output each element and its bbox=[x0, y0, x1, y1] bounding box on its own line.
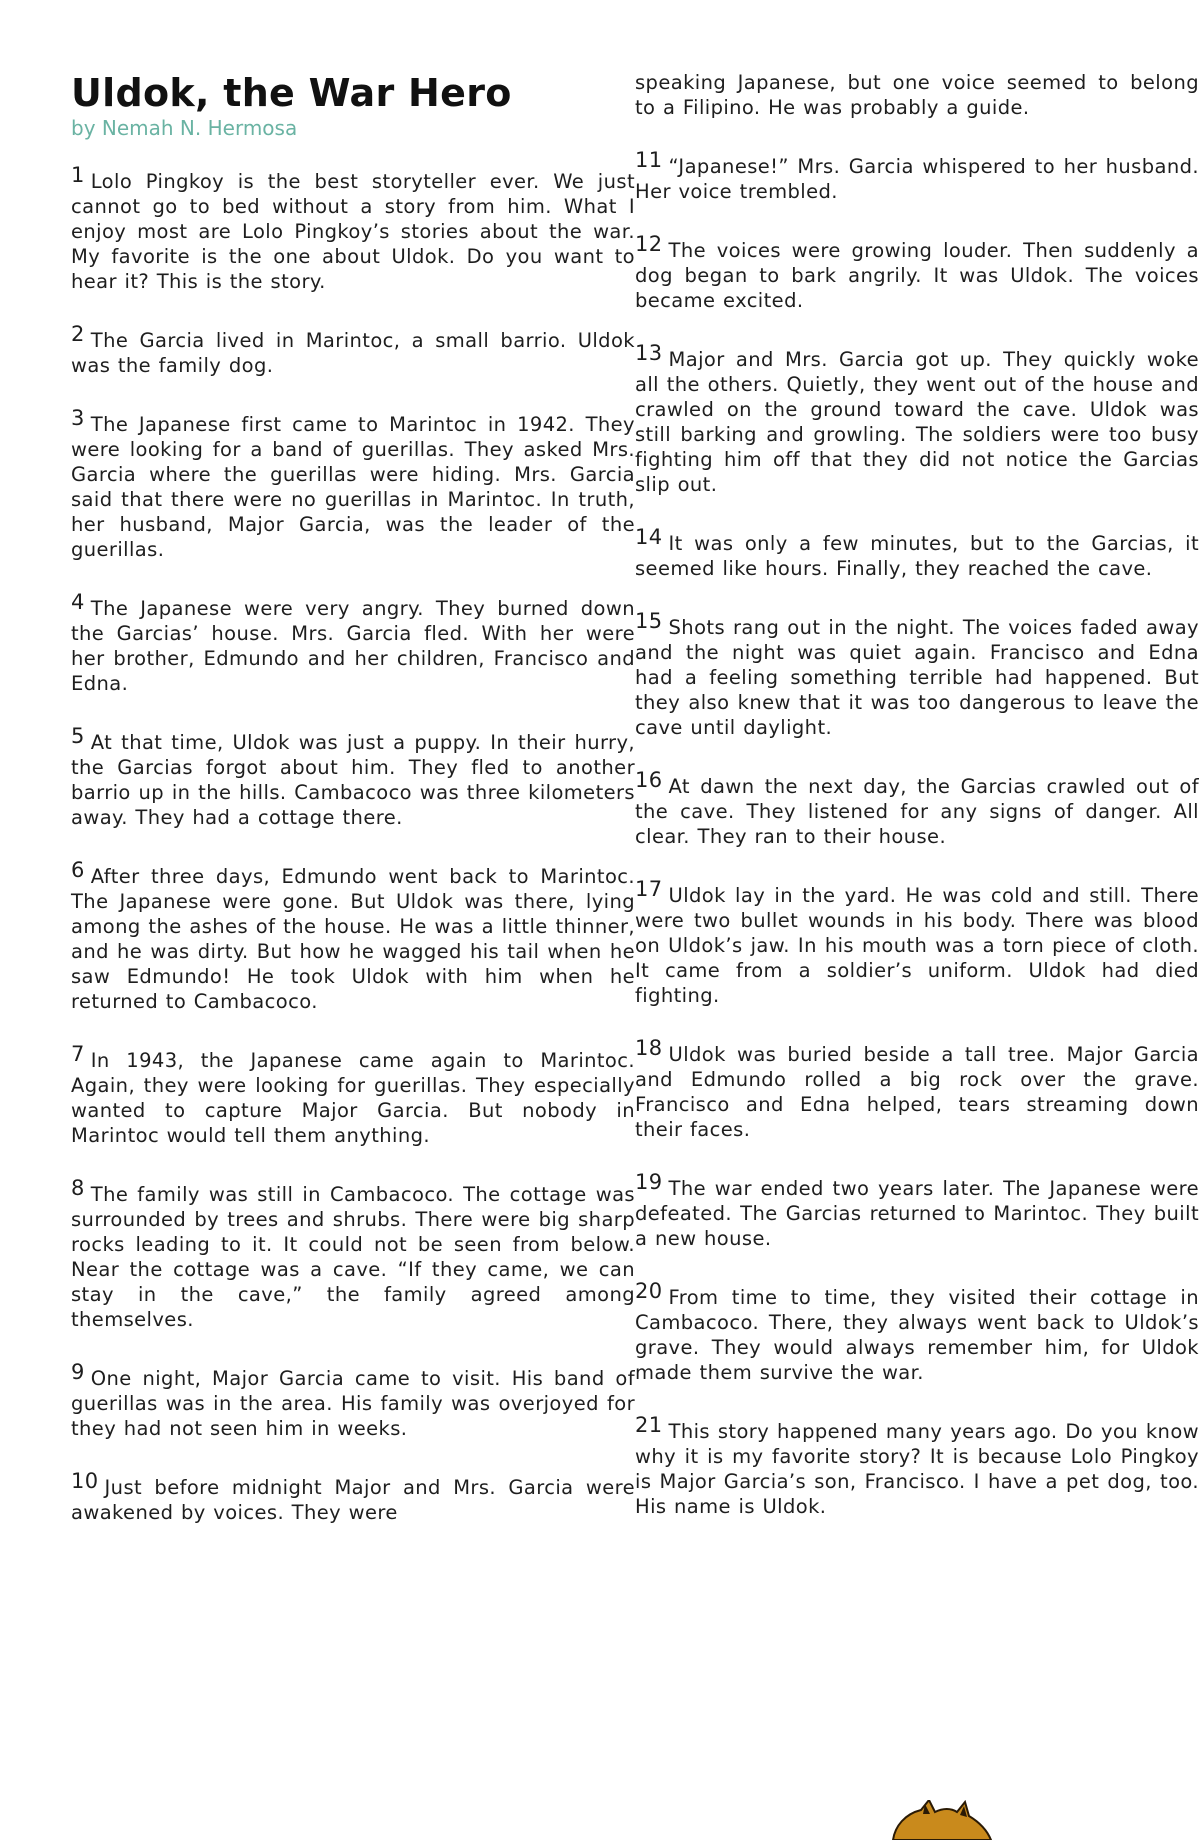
paragraph-text: This story happened many years ago. Do you know why it is my favorite story? It is because Lolo Pingkoy is Major Garcia’s son, Francisco. I have a pet dog, too. His name is Uldok. bbox=[635, 1420, 1199, 1518]
paragraph-5 bbox=[71, 724, 635, 830]
paragraph-text: Uldok was buried beside a tall tree. Major Garcia and Edmundo rolled a big rock over the grave. Francisco and Edna helped, tears streaming down their faces. bbox=[635, 1043, 1199, 1141]
paragraph-10 bbox=[71, 1469, 635, 1525]
paragraph-1 bbox=[71, 163, 635, 294]
paragraph-number: 17 bbox=[635, 877, 663, 901]
paragraph-number: 11 bbox=[635, 148, 663, 172]
paragraph-text: The Garcia lived in Marintoc, a small barrio. Uldok was the family dog. bbox=[71, 329, 635, 377]
paragraph-text: Lolo Pingkoy is the best storyteller ever. We just cannot go to bed without a story from him. What I enjoy most are Lolo Pingkoy’s stories about the war. My favorite is the one about Uldok. Do you want to hear it? This is the story. bbox=[71, 170, 635, 293]
paragraph-number: 16 bbox=[635, 768, 663, 792]
left-column bbox=[71, 0, 635, 1559]
paragraph-19 bbox=[635, 1170, 1199, 1251]
paragraph-text: It was only a few minutes, but to the Garcias, it seemed like hours. Finally, they reached the cave. bbox=[635, 532, 1199, 580]
paragraph-10-continued bbox=[635, 70, 1199, 120]
paragraph-number: 5 bbox=[71, 724, 85, 748]
paragraph-12 bbox=[635, 232, 1199, 313]
paragraph-16 bbox=[635, 768, 1199, 849]
paragraph-7 bbox=[71, 1042, 635, 1148]
paragraph-8 bbox=[71, 1176, 635, 1332]
paragraph-text: Just before midnight Major and Mrs. Garcia were awakened by voices. They were bbox=[71, 1476, 635, 1524]
paragraph-number: 1 bbox=[71, 163, 85, 187]
paragraph-14 bbox=[635, 525, 1199, 581]
paragraph-number: 20 bbox=[635, 1279, 663, 1303]
paragraph-21 bbox=[635, 1413, 1199, 1519]
paragraph-3 bbox=[71, 406, 635, 562]
story-author: by Nemah N. Hermosa bbox=[71, 116, 298, 140]
paragraph-11 bbox=[635, 148, 1199, 204]
paragraph-number: 13 bbox=[635, 341, 663, 365]
paragraph-text: Uldok lay in the yard. He was cold and still. There were two bullet wounds in his body. There was blood on Uldok’s jaw. In his mouth was a torn piece of cloth. It came from a soldier’s uniform. Uldok had died fighting. bbox=[635, 884, 1199, 1007]
paragraph-number: 6 bbox=[71, 858, 85, 882]
paragraph-text: At dawn the next day, the Garcias crawled out of the cave. They listened for any signs of danger. All clear. They ran to their house. bbox=[635, 775, 1199, 848]
paragraph-text: In 1943, the Japanese came again to Marintoc. Again, they were looking for guerillas. They especially wanted to capture Major Garcia. But nobody in Marintoc would tell them anything. bbox=[71, 1049, 635, 1147]
paragraph-18 bbox=[635, 1036, 1199, 1142]
paragraph-17 bbox=[635, 877, 1199, 1008]
paragraph-text: From time to time, they visited their cottage in Cambacoco. There, they always went back to Uldok’s grave. They would always remember him, for Uldok made them survive the war. bbox=[635, 1286, 1199, 1384]
paragraph-15 bbox=[635, 609, 1199, 740]
paragraph-number: 12 bbox=[635, 232, 663, 256]
paragraph-text: The Japanese were very angry. They burned down the Garcias’ house. Mrs. Garcia fled. With her were her brother, Edmundo and her children, Francisco and Edna. bbox=[71, 597, 635, 695]
paragraph-number: 9 bbox=[71, 1360, 85, 1384]
paragraph-6 bbox=[71, 858, 635, 1014]
paragraph-number: 3 bbox=[71, 406, 85, 430]
paragraph-number: 7 bbox=[71, 1042, 85, 1066]
paragraph-text: Shots rang out in the night. The voices faded away and the night was quiet again. Francisco and Edna had a feeling something terrible had happened. But they also knew that it was too dangerous to leave the cave until daylight. bbox=[635, 616, 1199, 739]
paragraph-text: speaking Japanese, but one voice seemed to belong to a Filipino. He was probably a guide. bbox=[635, 71, 1199, 119]
right-column bbox=[635, 70, 1199, 1553]
paragraph-text: At that time, Uldok was just a puppy. In their hurry, the Garcias forgot about him. They fled to another barrio up in the hills. Cambacoco was three kilometers away. They had a cottage there. bbox=[71, 731, 635, 829]
paragraph-number: 18 bbox=[635, 1036, 663, 1060]
paragraph-number: 19 bbox=[635, 1170, 663, 1194]
fox-mascot-icon bbox=[885, 1800, 995, 1840]
paragraph-number: 4 bbox=[71, 590, 85, 614]
paragraph-text: After three days, Edmundo went back to Marintoc. The Japanese were gone. But Uldok was there, lying among the ashes of the house. He was a little thinner, and he was dirty. But how he wagged his tail when he saw Edmundo! He took Uldok with him when he returned to Cambacoco. bbox=[71, 865, 635, 1013]
paragraph-number: 8 bbox=[71, 1176, 85, 1200]
paragraph-number: 21 bbox=[635, 1413, 663, 1437]
paragraph-text: The voices were growing louder. Then suddenly a dog began to bark angrily. It was Uldok. The voices became excited. bbox=[635, 239, 1199, 312]
paragraph-2 bbox=[71, 322, 635, 378]
story-title: Uldok, the War Hero bbox=[71, 71, 512, 115]
paragraph-number: 10 bbox=[71, 1469, 99, 1493]
paragraph-number: 15 bbox=[635, 609, 663, 633]
paragraph-4 bbox=[71, 590, 635, 696]
paragraph-text: The family was still in Cambacoco. The cottage was surrounded by trees and shrubs. There were big sharp rocks leading to it. It could not be seen from below. Near the cottage was a cave. “If they came, we can stay in the cave,” the family agreed among themselves. bbox=[71, 1183, 635, 1331]
paragraph-text: The war ended two years later. The Japanese were defeated. The Garcias returned to Marintoc. They built a new house. bbox=[635, 1177, 1199, 1250]
paragraph-text: The Japanese first came to Marintoc in 1942. They were looking for a band of guerillas. They asked Mrs. Garcia where the guerillas were hiding. Mrs. Garcia said that there were no guerillas in Marintoc. In truth, her husband, Major Garcia, was the leader of the guerillas. bbox=[71, 413, 635, 561]
paragraph-text: One night, Major Garcia came to visit. His band of guerillas was in the area. His family was overjoyed for they had not seen him in weeks. bbox=[71, 1367, 635, 1440]
paragraph-number: 14 bbox=[635, 525, 663, 549]
paragraph-number: 2 bbox=[71, 322, 85, 346]
paragraph-13 bbox=[635, 341, 1199, 497]
paragraph-text: Major and Mrs. Garcia got up. They quickly woke all the others. Quietly, they went out of the house and crawled on the ground toward the cave. Uldok was still barking and growling. The soldiers were too busy fighting him off that they did not notice the Garcias slip out. bbox=[635, 348, 1199, 496]
paragraph-9 bbox=[71, 1360, 635, 1441]
paragraph-text: “Japanese!” Mrs. Garcia whispered to her husband. Her voice trembled. bbox=[635, 155, 1199, 203]
paragraph-20 bbox=[635, 1279, 1199, 1385]
